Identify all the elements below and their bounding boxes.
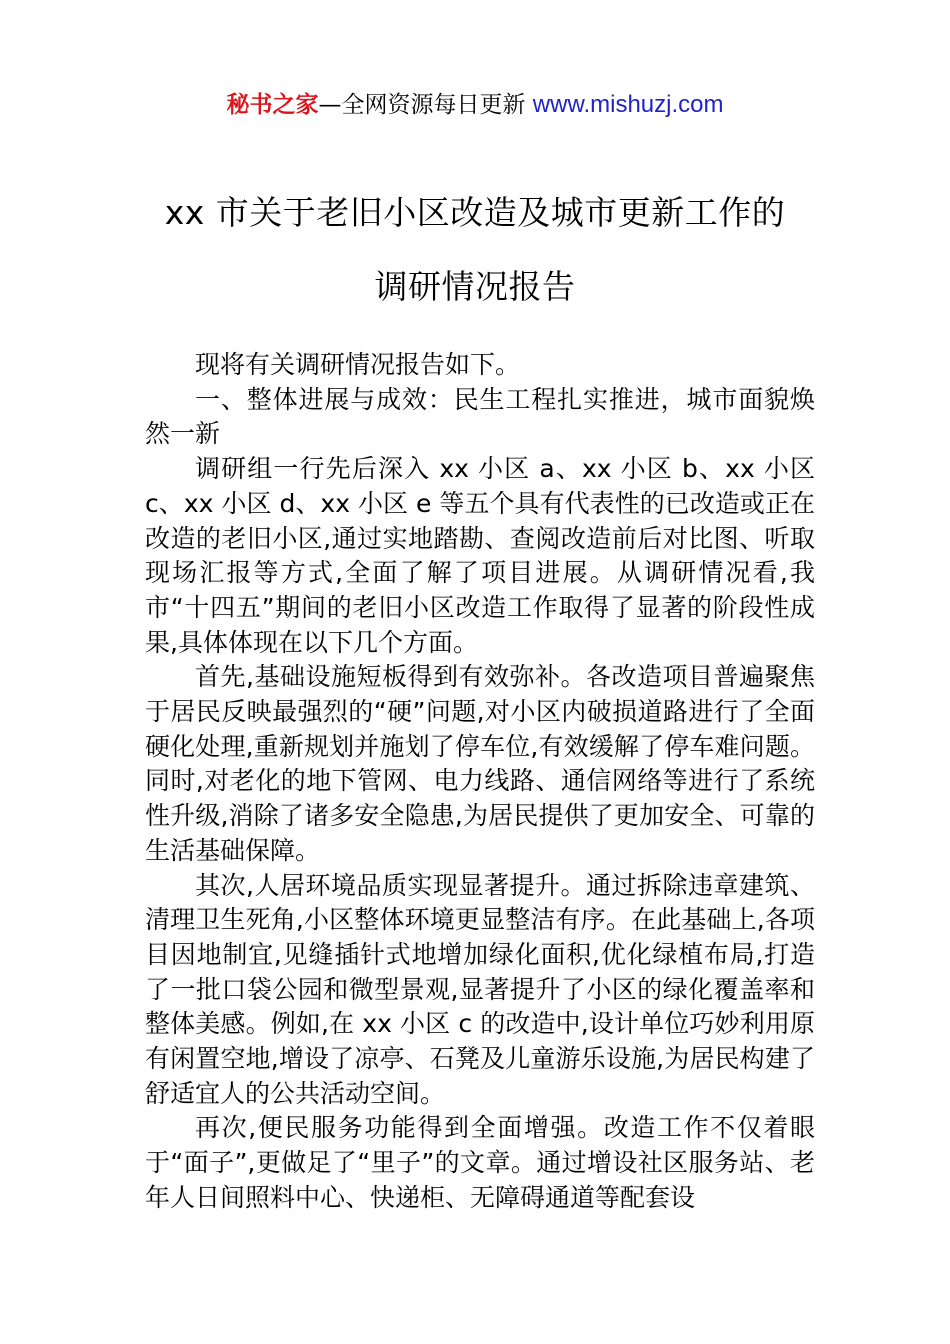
brand-name: 秘书之家 — [226, 92, 319, 118]
site-banner — [0, 88, 950, 122]
paragraph-services: 再次,便民服务功能得到全面增强。改造工作不仅着眼于“面子”,更做足了“里子”的文章。通过增设社区服务站、老年人日间照料中心、快递柜、无障碍通道等配套设 — [145, 1113, 815, 1212]
site-url[interactable]: www.mishuzj.com — [532, 91, 724, 118]
document-body — [145, 348, 815, 1216]
section-heading-1: 一、整体进展与成效：民生工程扎实推进，城市面貌焕然一新 — [145, 384, 815, 449]
paragraph-environment: 其次,人居环境品质实现显著提升。通过拆除违章建筑、清理卫生死角,小区整体环境更显整洁有序。在此基础上,各项目因地制宜,见缝插针式地增加绿化面积,优化绿植布局,打造了一批口袋公园和微型景观,显著提升了小区的绿化覆盖率和整体美感。例如,在 xx 小区 c 的改造中,设计单位巧妙利用原有闲置空地,增设了凉亭、石凳及儿童游乐设施,为居民构建了舒适宜人的公共活动空间。 — [145, 870, 815, 1108]
title-line-2: 调研情况报告 — [374, 267, 576, 306]
paragraph-infrastructure: 首先,基础设施短板得到有效弥补。各改造项目普遍聚焦于居民反映最强烈的“硬”问题,对小区内破损道路进行了全面硬化处理,重新规划并施划了停车位,有效缓解了停车难问题。同时,对老化的地下管网、电力线路、通信网络等进行了系统性升级,消除了诸多安全隐患,为居民提供了更加安全、可靠的生活基础保障。 — [145, 662, 815, 865]
document-title — [60, 176, 890, 324]
banner-tagline: —全网资源每日更新 — [318, 92, 533, 118]
title-line-1: xx 市关于老旧小区改造及城市更新工作的 — [164, 193, 786, 232]
paragraph-survey: 调研组一行先后深入 xx 小区 a、xx 小区 b、xx 小区 c、xx 小区 d、xx 小区 e 等五个具有代表性的已改造或正在改造的老旧小区,通过实地踏勘、查阅改造前后对比图、听取现场汇报等方式,全面了解了项目进展。从调研情况看,我市“十四五”期间的老旧小区改造工作取得了显著的阶段性成果,具体体现在以下几个方面。 — [145, 454, 815, 657]
paragraph-intro: 现将有关调研情况报告如下。 — [195, 350, 521, 379]
